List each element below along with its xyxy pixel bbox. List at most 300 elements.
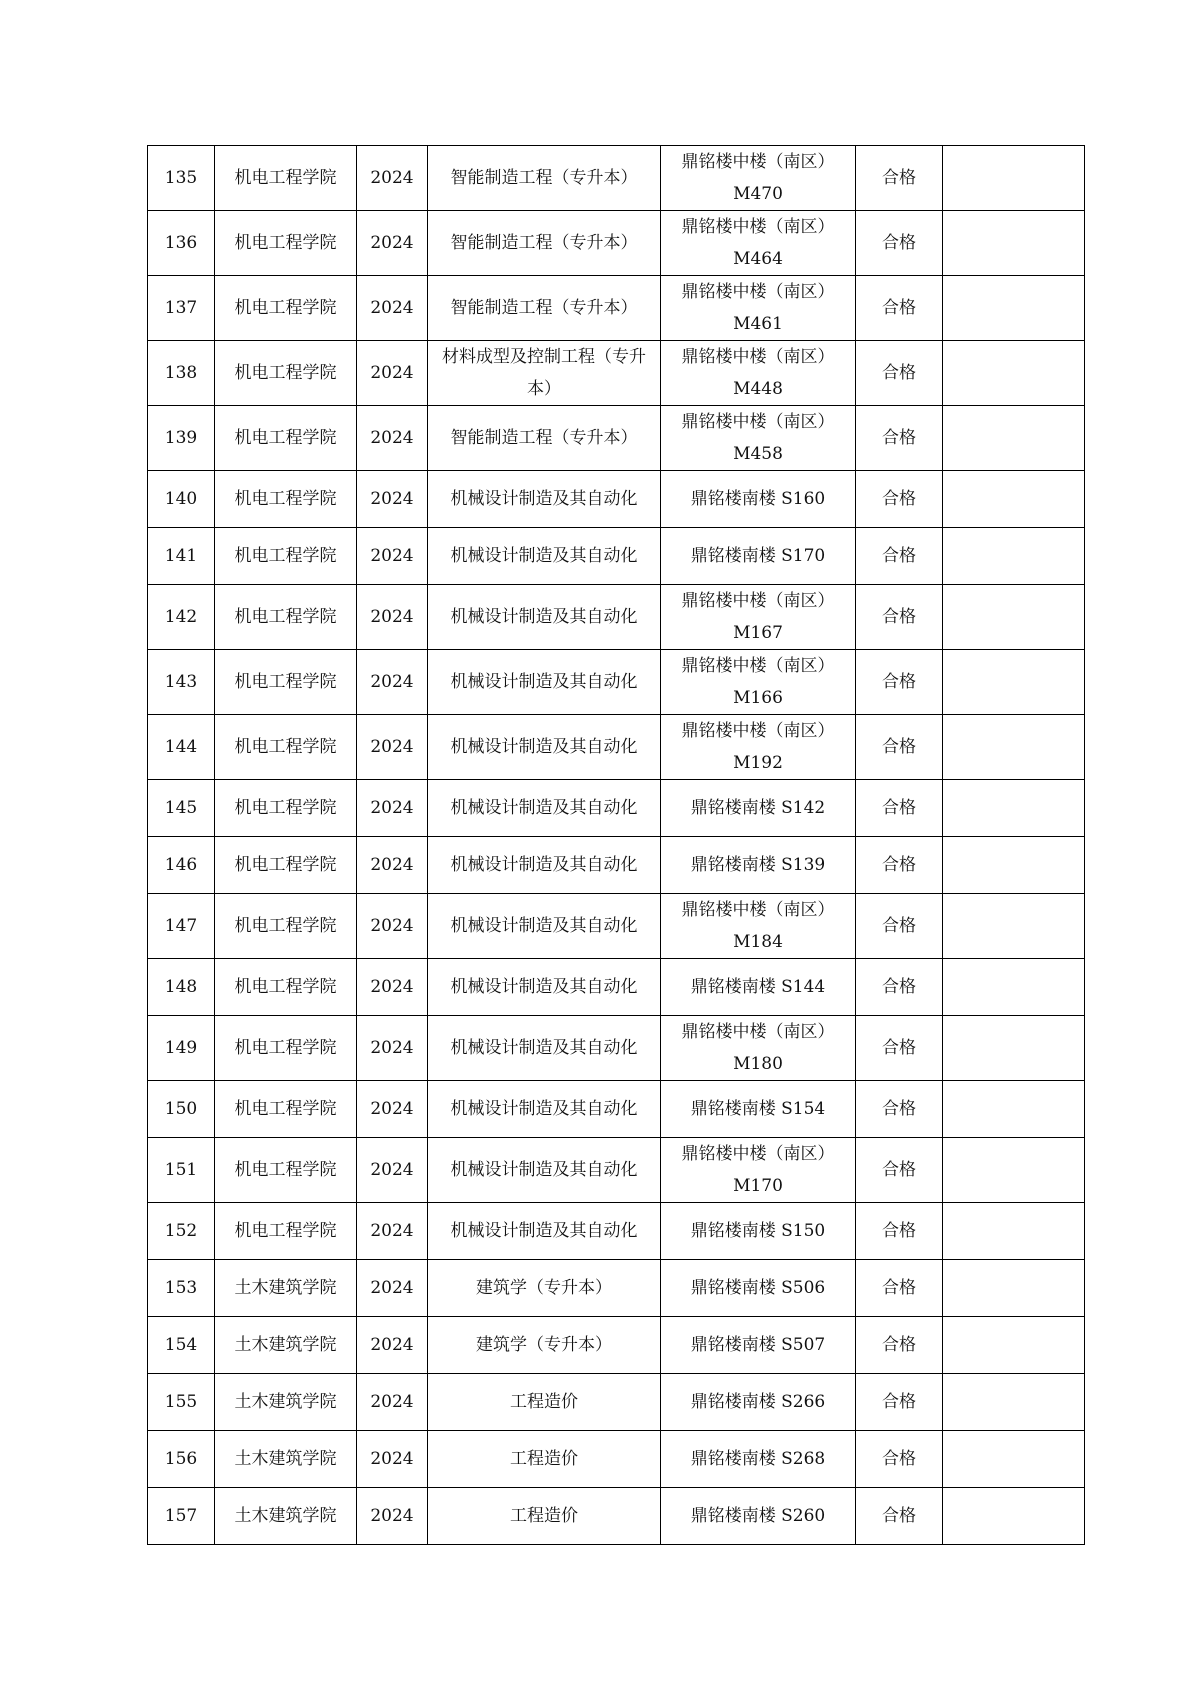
row-number-text: 136 <box>164 233 198 253</box>
row-number-text: 146 <box>164 855 198 875</box>
college-cell <box>215 1081 357 1138</box>
major-cell <box>428 585 661 650</box>
row-number-text: 154 <box>164 1335 198 1355</box>
table-row <box>148 471 1085 528</box>
year-cell-text: 2024 <box>370 1506 414 1526</box>
year-cell-text: 2024 <box>370 855 414 875</box>
row-number-text: 144 <box>164 737 198 757</box>
row-number <box>148 1138 215 1203</box>
table-row <box>148 1138 1085 1203</box>
year-cell-text: 2024 <box>370 546 414 566</box>
college-cell-text: 机电工程学院 <box>234 489 337 509</box>
row-number-text: 140 <box>164 489 198 509</box>
college-cell <box>215 528 357 585</box>
year-cell <box>357 1488 428 1545</box>
table-row <box>148 211 1085 276</box>
year-cell <box>357 146 428 211</box>
college-cell <box>215 715 357 780</box>
status-cell-text: 合格 <box>882 1335 916 1355</box>
status-cell-text: 合格 <box>882 298 916 318</box>
room-cell <box>661 837 856 894</box>
status-cell <box>856 471 943 528</box>
college-cell <box>215 471 357 528</box>
college-cell <box>215 211 357 276</box>
major-cell-text: 机械设计制造及其自动化 <box>450 607 638 627</box>
major-cell <box>428 1431 661 1488</box>
status-cell <box>856 1488 943 1545</box>
year-cell-text: 2024 <box>370 1221 414 1241</box>
note-cell <box>943 1488 1085 1545</box>
row-number <box>148 1431 215 1488</box>
room-cell-text: 鼎铭楼中楼（南区）M458 <box>681 412 835 464</box>
room-cell-text: 鼎铭楼中楼（南区）M166 <box>681 656 835 708</box>
college-cell <box>215 406 357 471</box>
room-cell-text: 鼎铭楼中楼（南区）M470 <box>681 152 835 204</box>
year-cell <box>357 471 428 528</box>
status-cell-text: 合格 <box>882 607 916 627</box>
row-number-text: 141 <box>164 546 198 566</box>
room-cell <box>661 406 856 471</box>
status-cell <box>856 1431 943 1488</box>
status-cell-text: 合格 <box>882 546 916 566</box>
year-cell-text: 2024 <box>370 916 414 936</box>
major-cell-text: 智能制造工程（专升本） <box>450 233 638 253</box>
major-cell <box>428 1203 661 1260</box>
row-number <box>148 1374 215 1431</box>
college-cell-text: 土木建筑学院 <box>234 1278 337 1298</box>
year-cell <box>357 780 428 837</box>
row-number <box>148 528 215 585</box>
year-cell-text: 2024 <box>370 1392 414 1412</box>
roster-body <box>148 146 1085 1545</box>
year-cell <box>357 1374 428 1431</box>
row-number <box>148 1203 215 1260</box>
college-cell <box>215 1431 357 1488</box>
college-cell <box>215 780 357 837</box>
table-row <box>148 1081 1085 1138</box>
status-cell-text: 合格 <box>882 363 916 383</box>
status-cell <box>856 959 943 1016</box>
status-cell <box>856 341 943 406</box>
row-number <box>148 211 215 276</box>
row-number <box>148 894 215 959</box>
major-cell <box>428 276 661 341</box>
status-cell-text: 合格 <box>882 855 916 875</box>
college-cell-text: 土木建筑学院 <box>234 1506 337 1526</box>
table-row <box>148 1016 1085 1081</box>
major-cell-text: 工程造价 <box>510 1392 578 1412</box>
college-cell-text: 机电工程学院 <box>234 1099 337 1119</box>
year-cell-text: 2024 <box>370 233 414 253</box>
college-cell-text: 机电工程学院 <box>234 363 337 383</box>
room-cell-text: 鼎铭楼中楼（南区）M184 <box>681 900 835 952</box>
major-cell <box>428 1081 661 1138</box>
college-cell <box>215 650 357 715</box>
college-cell-text: 机电工程学院 <box>234 916 337 936</box>
table-row <box>148 406 1085 471</box>
year-cell <box>357 1317 428 1374</box>
room-cell <box>661 1260 856 1317</box>
year-cell <box>357 1203 428 1260</box>
room-cell-text: 鼎铭楼南楼 S507 <box>690 1335 826 1355</box>
college-cell <box>215 1260 357 1317</box>
major-cell <box>428 341 661 406</box>
year-cell <box>357 406 428 471</box>
college-cell <box>215 146 357 211</box>
year-cell <box>357 959 428 1016</box>
room-cell <box>661 211 856 276</box>
major-cell-text: 智能制造工程（专升本） <box>450 428 638 448</box>
status-cell-text: 合格 <box>882 977 916 997</box>
row-number <box>148 1016 215 1081</box>
row-number-text: 143 <box>164 672 198 692</box>
table-row <box>148 585 1085 650</box>
year-cell-text: 2024 <box>370 363 414 383</box>
college-cell <box>215 894 357 959</box>
room-cell <box>661 341 856 406</box>
table-row <box>148 1317 1085 1374</box>
major-cell-text: 机械设计制造及其自动化 <box>450 798 638 818</box>
status-cell-text: 合格 <box>882 1160 916 1180</box>
major-cell <box>428 406 661 471</box>
room-cell-text: 鼎铭楼南楼 S154 <box>690 1099 826 1119</box>
major-cell <box>428 837 661 894</box>
college-cell-text: 机电工程学院 <box>234 1160 337 1180</box>
college-cell-text: 机电工程学院 <box>234 233 337 253</box>
status-cell-text: 合格 <box>882 798 916 818</box>
status-cell <box>856 276 943 341</box>
room-cell <box>661 715 856 780</box>
room-cell <box>661 1081 856 1138</box>
major-cell-text: 工程造价 <box>510 1506 578 1526</box>
major-cell <box>428 715 661 780</box>
room-cell-text: 鼎铭楼南楼 S160 <box>690 489 826 509</box>
table-row <box>148 1374 1085 1431</box>
year-cell-text: 2024 <box>370 1335 414 1355</box>
table-row <box>148 780 1085 837</box>
table-row <box>148 276 1085 341</box>
status-cell <box>856 715 943 780</box>
note-cell <box>943 471 1085 528</box>
year-cell <box>357 715 428 780</box>
row-number <box>148 341 215 406</box>
college-cell <box>215 341 357 406</box>
year-cell-text: 2024 <box>370 1449 414 1469</box>
row-number <box>148 780 215 837</box>
college-cell <box>215 585 357 650</box>
major-cell-text: 机械设计制造及其自动化 <box>450 546 638 566</box>
status-cell-text: 合格 <box>882 489 916 509</box>
room-cell <box>661 528 856 585</box>
row-number <box>148 715 215 780</box>
major-cell-text: 机械设计制造及其自动化 <box>450 855 638 875</box>
college-cell <box>215 1203 357 1260</box>
major-cell-text: 材料成型及控制工程（专升本） <box>442 347 646 399</box>
college-cell <box>215 1374 357 1431</box>
college-cell-text: 机电工程学院 <box>234 737 337 757</box>
room-cell-text: 鼎铭楼中楼（南区）M192 <box>681 721 835 773</box>
college-cell-text: 机电工程学院 <box>234 1221 337 1241</box>
note-cell <box>943 837 1085 894</box>
year-cell-text: 2024 <box>370 489 414 509</box>
note-cell <box>943 1081 1085 1138</box>
status-cell-text: 合格 <box>882 672 916 692</box>
year-cell-text: 2024 <box>370 1278 414 1298</box>
status-cell <box>856 650 943 715</box>
table-row <box>148 894 1085 959</box>
room-cell <box>661 894 856 959</box>
college-cell-text: 机电工程学院 <box>234 607 337 627</box>
college-cell <box>215 1317 357 1374</box>
room-cell <box>661 585 856 650</box>
row-number-text: 153 <box>164 1278 198 1298</box>
note-cell <box>943 146 1085 211</box>
note-cell <box>943 1260 1085 1317</box>
note-cell <box>943 780 1085 837</box>
note-cell <box>943 585 1085 650</box>
note-cell <box>943 1317 1085 1374</box>
room-cell <box>661 276 856 341</box>
table-row <box>148 1431 1085 1488</box>
table-row <box>148 715 1085 780</box>
status-cell-text: 合格 <box>882 1099 916 1119</box>
status-cell-text: 合格 <box>882 916 916 936</box>
college-cell-text: 机电工程学院 <box>234 855 337 875</box>
major-cell <box>428 1016 661 1081</box>
note-cell <box>943 276 1085 341</box>
room-cell-text: 鼎铭楼南楼 S260 <box>690 1506 826 1526</box>
status-cell-text: 合格 <box>882 168 916 188</box>
year-cell <box>357 1016 428 1081</box>
major-cell <box>428 780 661 837</box>
row-number <box>148 146 215 211</box>
note-cell <box>943 894 1085 959</box>
room-cell <box>661 1138 856 1203</box>
status-cell-text: 合格 <box>882 1038 916 1058</box>
room-cell-text: 鼎铭楼中楼（南区）M180 <box>681 1022 835 1074</box>
row-number <box>148 1317 215 1374</box>
year-cell <box>357 276 428 341</box>
college-cell-text: 机电工程学院 <box>234 428 337 448</box>
row-number <box>148 959 215 1016</box>
college-cell-text: 机电工程学院 <box>234 168 337 188</box>
note-cell <box>943 1374 1085 1431</box>
major-cell <box>428 1317 661 1374</box>
major-cell <box>428 1374 661 1431</box>
row-number <box>148 1488 215 1545</box>
major-cell-text: 机械设计制造及其自动化 <box>450 1099 638 1119</box>
status-cell <box>856 894 943 959</box>
year-cell <box>357 1431 428 1488</box>
room-cell <box>661 1431 856 1488</box>
row-number <box>148 650 215 715</box>
room-cell <box>661 959 856 1016</box>
status-cell <box>856 1317 943 1374</box>
year-cell <box>357 1081 428 1138</box>
room-cell-text: 鼎铭楼中楼（南区）M170 <box>681 1144 835 1196</box>
college-cell-text: 机电工程学院 <box>234 1038 337 1058</box>
status-cell <box>856 211 943 276</box>
major-cell-text: 智能制造工程（专升本） <box>450 168 638 188</box>
college-cell-text: 土木建筑学院 <box>234 1449 337 1469</box>
row-number-text: 149 <box>164 1038 198 1058</box>
major-cell <box>428 1260 661 1317</box>
row-number-text: 150 <box>164 1099 198 1119</box>
college-cell <box>215 837 357 894</box>
major-cell-text: 机械设计制造及其自动化 <box>450 737 638 757</box>
college-cell <box>215 1138 357 1203</box>
room-cell-text: 鼎铭楼南楼 S144 <box>690 977 826 997</box>
note-cell <box>943 1431 1085 1488</box>
year-cell-text: 2024 <box>370 298 414 318</box>
status-cell <box>856 1138 943 1203</box>
year-cell <box>357 894 428 959</box>
room-cell-text: 鼎铭楼中楼（南区）M448 <box>681 347 835 399</box>
row-number-text: 138 <box>164 363 198 383</box>
major-cell-text: 机械设计制造及其自动化 <box>450 977 638 997</box>
table-row <box>148 959 1085 1016</box>
year-cell-text: 2024 <box>370 798 414 818</box>
major-cell-text: 建筑学（专升本） <box>476 1278 612 1298</box>
table-row <box>148 837 1085 894</box>
major-cell <box>428 146 661 211</box>
note-cell <box>943 959 1085 1016</box>
status-cell <box>856 837 943 894</box>
room-cell <box>661 650 856 715</box>
note-cell <box>943 650 1085 715</box>
row-number <box>148 1081 215 1138</box>
major-cell <box>428 894 661 959</box>
table-row <box>148 650 1085 715</box>
college-cell-text: 机电工程学院 <box>234 672 337 692</box>
major-cell-text: 机械设计制造及其自动化 <box>450 672 638 692</box>
row-number <box>148 276 215 341</box>
major-cell-text: 建筑学（专升本） <box>476 1335 612 1355</box>
row-number-text: 147 <box>164 916 198 936</box>
year-cell-text: 2024 <box>370 428 414 448</box>
row-number-text: 155 <box>164 1392 198 1412</box>
room-cell-text: 鼎铭楼中楼（南区）M464 <box>681 217 835 269</box>
college-cell-text: 土木建筑学院 <box>234 1392 337 1412</box>
major-cell <box>428 650 661 715</box>
major-cell <box>428 471 661 528</box>
row-number-text: 156 <box>164 1449 198 1469</box>
major-cell-text: 机械设计制造及其自动化 <box>450 1160 638 1180</box>
year-cell <box>357 1138 428 1203</box>
year-cell-text: 2024 <box>370 1160 414 1180</box>
room-cell-text: 鼎铭楼南楼 S266 <box>690 1392 826 1412</box>
year-cell-text: 2024 <box>370 737 414 757</box>
status-cell <box>856 585 943 650</box>
year-cell-text: 2024 <box>370 168 414 188</box>
room-cell-text: 鼎铭楼南楼 S506 <box>690 1278 826 1298</box>
room-cell <box>661 1317 856 1374</box>
status-cell <box>856 780 943 837</box>
row-number <box>148 837 215 894</box>
row-number <box>148 585 215 650</box>
roster-table <box>147 145 1085 1545</box>
room-cell <box>661 780 856 837</box>
row-number <box>148 1260 215 1317</box>
major-cell-text: 工程造价 <box>510 1449 578 1469</box>
row-number-text: 152 <box>164 1221 198 1241</box>
table-row <box>148 528 1085 585</box>
room-cell-text: 鼎铭楼南楼 S142 <box>690 798 826 818</box>
room-cell-text: 鼎铭楼南楼 S139 <box>690 855 826 875</box>
status-cell-text: 合格 <box>882 1506 916 1526</box>
major-cell-text: 智能制造工程（专升本） <box>450 298 638 318</box>
room-cell-text: 鼎铭楼南楼 S268 <box>690 1449 826 1469</box>
note-cell <box>943 528 1085 585</box>
year-cell-text: 2024 <box>370 672 414 692</box>
status-cell-text: 合格 <box>882 1392 916 1412</box>
major-cell-text: 机械设计制造及其自动化 <box>450 1038 638 1058</box>
table-row <box>148 1203 1085 1260</box>
table-row <box>148 146 1085 211</box>
status-cell-text: 合格 <box>882 428 916 448</box>
row-number-text: 157 <box>164 1506 198 1526</box>
status-cell <box>856 528 943 585</box>
note-cell <box>943 1016 1085 1081</box>
major-cell <box>428 1488 661 1545</box>
room-cell <box>661 1374 856 1431</box>
college-cell-text: 机电工程学院 <box>234 298 337 318</box>
college-cell-text: 土木建筑学院 <box>234 1335 337 1355</box>
note-cell <box>943 211 1085 276</box>
row-number <box>148 471 215 528</box>
row-number-text: 135 <box>164 168 198 188</box>
status-cell-text: 合格 <box>882 1278 916 1298</box>
table-row <box>148 1488 1085 1545</box>
status-cell-text: 合格 <box>882 1221 916 1241</box>
year-cell-text: 2024 <box>370 1038 414 1058</box>
row-number-text: 151 <box>164 1160 198 1180</box>
year-cell <box>357 528 428 585</box>
year-cell <box>357 585 428 650</box>
year-cell-text: 2024 <box>370 1099 414 1119</box>
room-cell <box>661 146 856 211</box>
note-cell <box>943 1203 1085 1260</box>
status-cell <box>856 1203 943 1260</box>
room-cell <box>661 1488 856 1545</box>
row-number <box>148 406 215 471</box>
table-row <box>148 341 1085 406</box>
college-cell-text: 机电工程学院 <box>234 798 337 818</box>
major-cell-text: 机械设计制造及其自动化 <box>450 1221 638 1241</box>
status-cell <box>856 146 943 211</box>
major-cell-text: 机械设计制造及其自动化 <box>450 916 638 936</box>
table-row <box>148 1260 1085 1317</box>
row-number-text: 145 <box>164 798 198 818</box>
room-cell <box>661 1203 856 1260</box>
college-cell <box>215 276 357 341</box>
college-cell <box>215 1488 357 1545</box>
year-cell-text: 2024 <box>370 607 414 627</box>
year-cell <box>357 650 428 715</box>
status-cell <box>856 1260 943 1317</box>
major-cell <box>428 1138 661 1203</box>
status-cell-text: 合格 <box>882 737 916 757</box>
year-cell-text: 2024 <box>370 977 414 997</box>
room-cell <box>661 471 856 528</box>
note-cell <box>943 715 1085 780</box>
status-cell <box>856 1081 943 1138</box>
room-cell <box>661 1016 856 1081</box>
major-cell <box>428 528 661 585</box>
note-cell <box>943 406 1085 471</box>
row-number-text: 137 <box>164 298 198 318</box>
college-cell <box>215 959 357 1016</box>
